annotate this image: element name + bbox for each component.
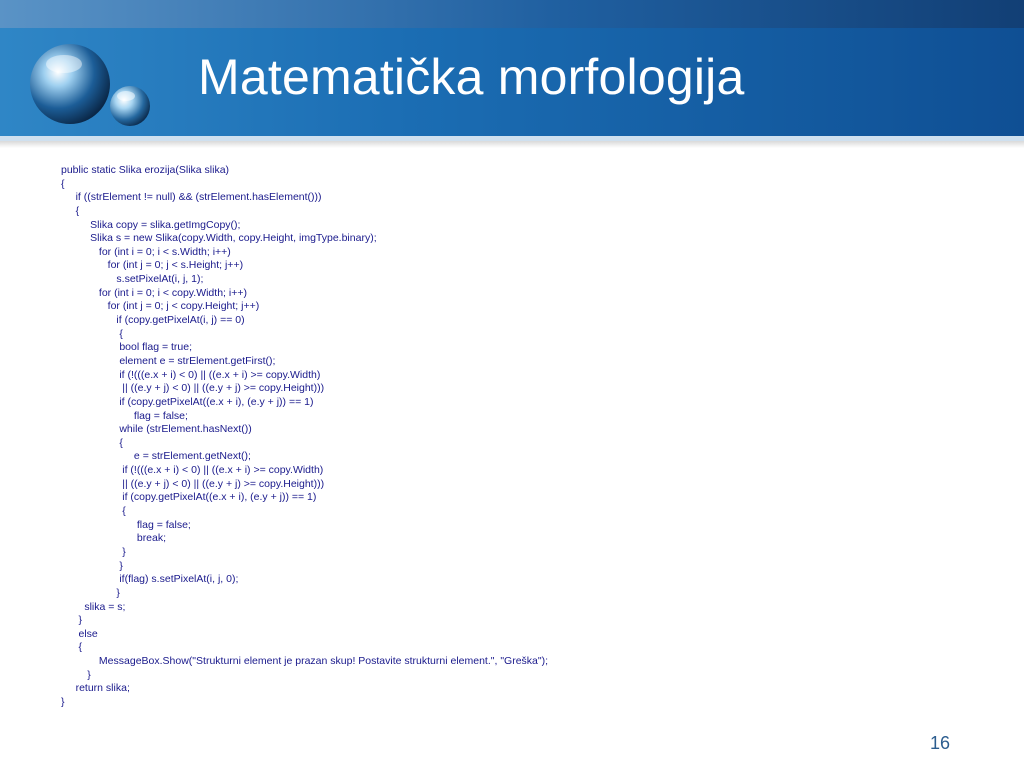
code-line: }	[61, 695, 65, 708]
spheres-logo-icon	[28, 42, 152, 132]
code-line: }	[61, 545, 126, 558]
code-line: Slika copy = slika.getImgCopy();	[61, 218, 241, 231]
code-line: for (int j = 0; j < s.Height; j++)	[61, 259, 244, 272]
code-line: {	[61, 436, 123, 449]
code-line: }	[61, 586, 120, 599]
code-line: {	[61, 177, 65, 190]
code-line: return slika;	[61, 682, 130, 695]
header-shadow	[0, 141, 1024, 148]
code-line: public static Slika erozija(Slika slika)	[61, 164, 230, 176]
code-line: for (int i = 0; i < s.Width; i++)	[61, 245, 231, 258]
code-line: || ((e.y + j) < 0) || ((e.y + j) >= copy.Height)))	[61, 382, 325, 395]
code-line: {	[61, 327, 123, 340]
code-line: if (copy.getPixelAt((e.x + i), (e.y + j)) == 1)	[61, 491, 317, 504]
code-line: slika = s;	[61, 600, 126, 613]
code-line: if (!(((e.x + i) < 0) || ((e.x + i) >= copy.Width)	[61, 464, 324, 477]
code-line: for (int j = 0; j < copy.Height; j++)	[61, 300, 260, 313]
code-line: else	[61, 627, 98, 640]
code-line: e = strElement.getNext();	[61, 450, 251, 463]
code-line: if(flag) s.setPixelAt(i, j, 0);	[61, 573, 239, 586]
code-line: {	[61, 641, 83, 654]
code-line: if (copy.getPixelAt((e.x + i), (e.y + j)) == 1)	[61, 395, 314, 408]
code-line: Slika s = new Slika(copy.Width, copy.Height, imgType.binary);	[61, 232, 377, 245]
code-line: while (strElement.hasNext())	[61, 423, 252, 436]
top-band	[0, 0, 1024, 28]
code-line: flag = false;	[61, 518, 191, 531]
code-line: MessageBox.Show("Strukturni element je prazan skup! Postavite strukturni element.", "Greška");	[61, 655, 549, 668]
code-line: flag = false;	[61, 409, 188, 422]
code-line: {	[61, 505, 126, 518]
code-line: {	[61, 204, 80, 217]
code-line: bool flag = true;	[61, 341, 193, 354]
code-line: if (!(((e.x + i) < 0) || ((e.x + i) >= copy.Width)	[61, 368, 321, 381]
code-line: for (int i = 0; i < copy.Width; i++)	[61, 286, 247, 299]
code-line: element e = strElement.getFirst();	[61, 354, 276, 367]
code-line: if ((strElement != null) && (strElement.hasElement()))	[61, 191, 322, 204]
code-line: s.setPixelAt(i, j, 1);	[61, 273, 204, 286]
code-line: }	[61, 668, 91, 681]
code-line: if (copy.getPixelAt(i, j) == 0)	[61, 314, 245, 327]
code-line: }	[61, 559, 123, 572]
code-line: || ((e.y + j) < 0) || ((e.y + j) >= copy.Height)))	[61, 477, 325, 490]
code-line: break;	[61, 532, 167, 545]
slide-title: Matematička morfologija	[198, 49, 745, 105]
code-line: }	[61, 614, 83, 627]
code-block	[61, 164, 961, 710]
page-number: 16	[930, 733, 951, 753]
